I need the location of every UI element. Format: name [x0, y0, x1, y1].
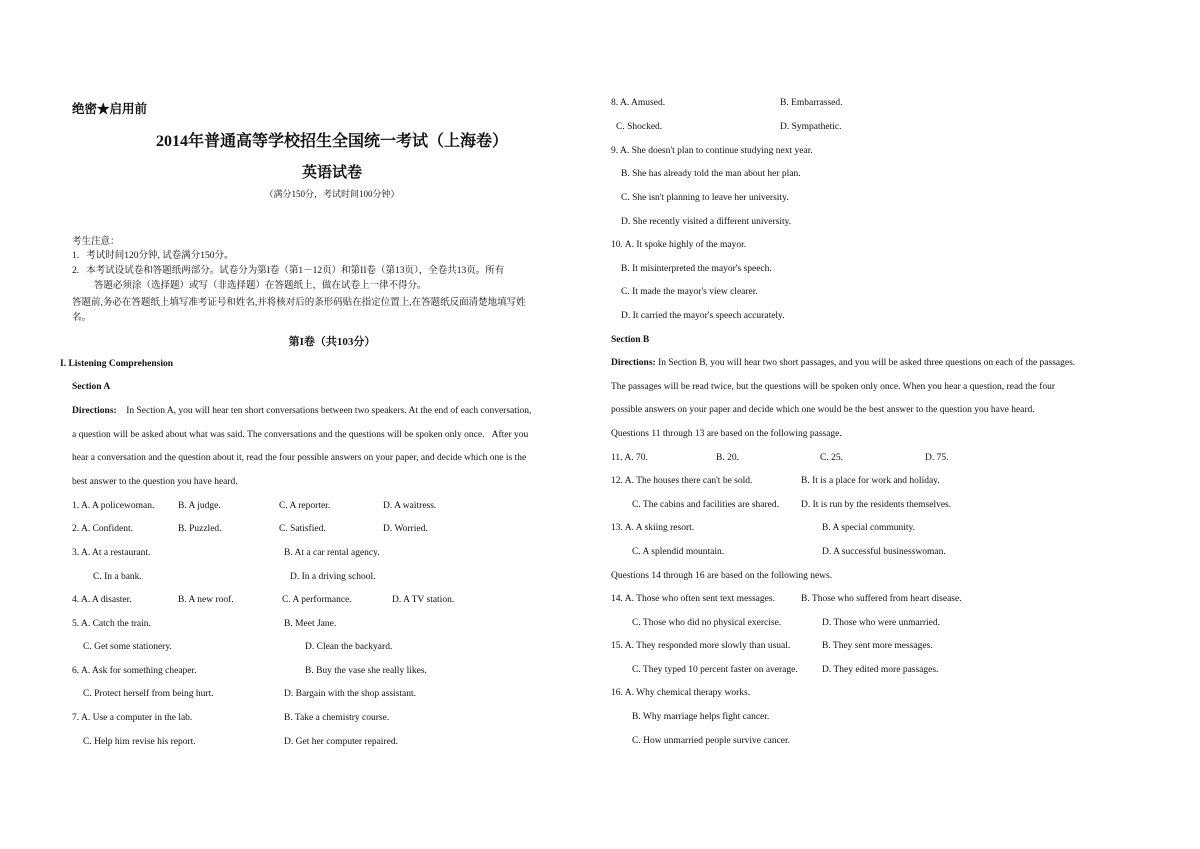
- q15-option-a: 15. A. They responded more slowly than usual.: [611, 641, 791, 651]
- passage-intro-14-16: Questions 14 through 16 are based on the following news.: [611, 571, 833, 581]
- q5-option-b: B. Meet Jane.: [284, 619, 337, 629]
- directions-b-line-2: The passages will be read twice, but the questions will be spoken only once. When you hear a question, read the four: [611, 382, 1056, 392]
- q5-option-a: 5. A. Catch the train.: [72, 619, 151, 629]
- q10-option-a: 10. A. It spoke highly of the mayor.: [611, 240, 747, 250]
- q3-option-b: B. At a car rental agency.: [284, 548, 380, 558]
- q5-option-d: D. Clean the backyard.: [305, 642, 393, 652]
- q10-option-b: B. It misinterpreted the mayor's speech.: [621, 264, 772, 274]
- note-item-3a: 答题前,务必在答题纸上填写准考证号和姓名,并将核对后的条形码贴在指定位置上,在答题纸反面清楚地填写姓: [72, 298, 526, 308]
- q8-option-a: 8. A. Amused.: [611, 98, 666, 108]
- q3-option-a: 3. A. At a restaurant.: [72, 548, 151, 558]
- q1-option-b: B. A judge.: [178, 501, 221, 511]
- q15-option-b: B. They sent more messages.: [822, 641, 933, 651]
- q9-option-c: C. She isn't planning to leave her university.: [621, 193, 789, 203]
- q2-option-a: 2. A. Confident.: [72, 524, 133, 534]
- q7-option-c: C. Help him revise his report.: [83, 737, 196, 747]
- q2-option-b: B. Puzzled.: [178, 524, 222, 534]
- q4-option-b: B. A new roof.: [178, 595, 234, 605]
- q16-option-c: C. How unmarried people survive cancer.: [632, 736, 791, 746]
- q6-option-b: B. Buy the vase she really likes.: [305, 666, 427, 676]
- q14-option-c: C. Those who did no physical exercise.: [632, 618, 782, 628]
- q4-option-c: C. A performance.: [282, 595, 352, 605]
- part-one-heading: 第I卷（共103分）: [288, 336, 376, 348]
- section-b-title: Section B: [611, 335, 650, 345]
- score-info: （满分150分，考试时间100分钟）: [264, 189, 400, 199]
- directions-label: Directions:: [72, 406, 117, 416]
- directions-a-line-3: hear a conversation and the question about it, read the four possible answers on your paper, and decide which one is the: [72, 453, 527, 463]
- q2-option-c: C. Satisfied.: [279, 524, 326, 534]
- q15-option-d: D. They edited more passages.: [822, 665, 939, 675]
- q9-option-d: D. She recently visited a different university.: [621, 217, 792, 227]
- q12-option-a: 12. A. The houses there can't be sold.: [611, 476, 753, 486]
- q3-option-d: D. In a driving school.: [290, 572, 376, 582]
- directions-b-line-3: possible answers on your paper and decide which one would be the best answer to the question you have heard.: [611, 405, 1035, 415]
- q8-option-c: C. Shocked.: [616, 122, 663, 132]
- directions-b-text: In Section B, you will hear two short passages, and you will be asked three questions on each of the passages.: [658, 358, 1076, 368]
- q14-option-b: B. Those who suffered from heart disease.: [801, 594, 962, 604]
- directions-text: In Section A, you will hear ten short conversations between two speakers. At the end of each conversation,: [126, 406, 532, 416]
- q16-option-a: 16. A. Why chemical therapy works.: [611, 688, 751, 698]
- q6-option-a: 6. A. Ask for something cheaper.: [72, 666, 197, 676]
- directions-a-line-4: best answer to the question you have heard.: [72, 477, 238, 487]
- q13-option-a: 13. A. A skiing resort.: [611, 523, 695, 533]
- q1-option-a: 1. A. A policewoman.: [72, 501, 155, 511]
- q10-option-c: C. It made the mayor's view clearer.: [621, 287, 758, 297]
- exam-subtitle: 英语试卷: [301, 165, 362, 181]
- q8-option-d: D. Sympathetic.: [780, 122, 842, 132]
- q11-option-a: 11. A. 70.: [611, 453, 648, 463]
- directions-a-line-2: a question will be asked about what was said. The conversations and the questions will be spoken only once. After you: [72, 430, 529, 440]
- q10-option-d: D. It carried the mayor's speech accurately.: [621, 311, 785, 321]
- q2-option-d: D. Worried.: [383, 524, 428, 534]
- q6-option-d: D. Bargain with the shop assistant.: [284, 689, 417, 699]
- q9-option-a: 9. A. She doesn't plan to continue studying next year.: [611, 146, 813, 156]
- q13-option-d: D. A successful businesswoman.: [822, 547, 946, 557]
- q11-option-d: D. 75.: [925, 453, 949, 463]
- q8-option-b: B. Embarrassed.: [780, 98, 843, 108]
- directions-a-line-1: [72, 405, 531, 417]
- q1-option-c: C. A reporter.: [279, 501, 331, 511]
- q12-option-b: B. It is a place for work and holiday.: [801, 476, 940, 486]
- q5-option-c: C. Get some stationery.: [83, 642, 172, 652]
- q7-option-a: 7. A. Use a computer in the lab.: [72, 713, 193, 723]
- notes-heading: 考生注意：: [72, 237, 120, 247]
- section-a-title: Section A: [72, 382, 111, 392]
- passage-intro-11-13: Questions 11 through 13 are based on the following passage.: [611, 429, 842, 439]
- q6-option-c: C. Protect herself from being hurt.: [83, 689, 214, 699]
- q13-option-c: C. A splendid mountain.: [632, 547, 725, 557]
- q14-option-d: D. Those who were unmarried.: [822, 618, 941, 628]
- note-item-2b: 答题必须涂（选择题）或写（非选择题）在答题纸上，做在试卷上一律不得分。: [94, 281, 427, 291]
- note-item-2a: 2. 本考试设试卷和答题纸两部分。试卷分为第I卷（第1－12页）和第II卷（第13页），全卷共13页。所有: [72, 266, 505, 276]
- note-item-3b: 名。: [72, 313, 92, 323]
- exam-title: 2014年普通高等学校招生全国统一考试（上海卷）: [155, 133, 508, 150]
- q14-option-a: 14. A. Those who often sent text messages.: [611, 594, 775, 604]
- q9-option-b: B. She has already told the man about her plan.: [621, 169, 801, 179]
- q1-option-d: D. A waitress.: [383, 501, 437, 511]
- q16-option-b: B. Why marriage helps fight cancer.: [632, 712, 770, 722]
- directions-b-label: Directions:: [611, 358, 656, 368]
- listening-section-title: I. Listening Comprehension: [60, 359, 174, 369]
- q12-option-d: D. It is run by the residents themselves.: [801, 500, 952, 510]
- note-item-1: 1. 考试时间120分钟, 试卷满分150分。: [72, 251, 234, 261]
- confidential-label: 绝密★启用前: [72, 102, 148, 116]
- q15-option-c: C. They typed 10 percent faster on average.: [632, 665, 798, 675]
- q4-option-a: 4. A. A disaster.: [72, 595, 132, 605]
- q11-option-b: B. 20.: [716, 453, 739, 463]
- q12-option-c: C. The cabins and facilities are shared.: [632, 500, 780, 510]
- q11-option-c: C. 25.: [820, 453, 843, 463]
- q7-option-b: B. Take a chemistry course.: [284, 713, 390, 723]
- q4-option-d: D. A TV station.: [392, 595, 455, 605]
- q3-option-c: C. In a bank.: [93, 572, 142, 582]
- directions-b-line-1: [611, 357, 1075, 369]
- q13-option-b: B. A special community.: [822, 523, 916, 533]
- q7-option-d: D. Get her computer repaired.: [284, 737, 398, 747]
